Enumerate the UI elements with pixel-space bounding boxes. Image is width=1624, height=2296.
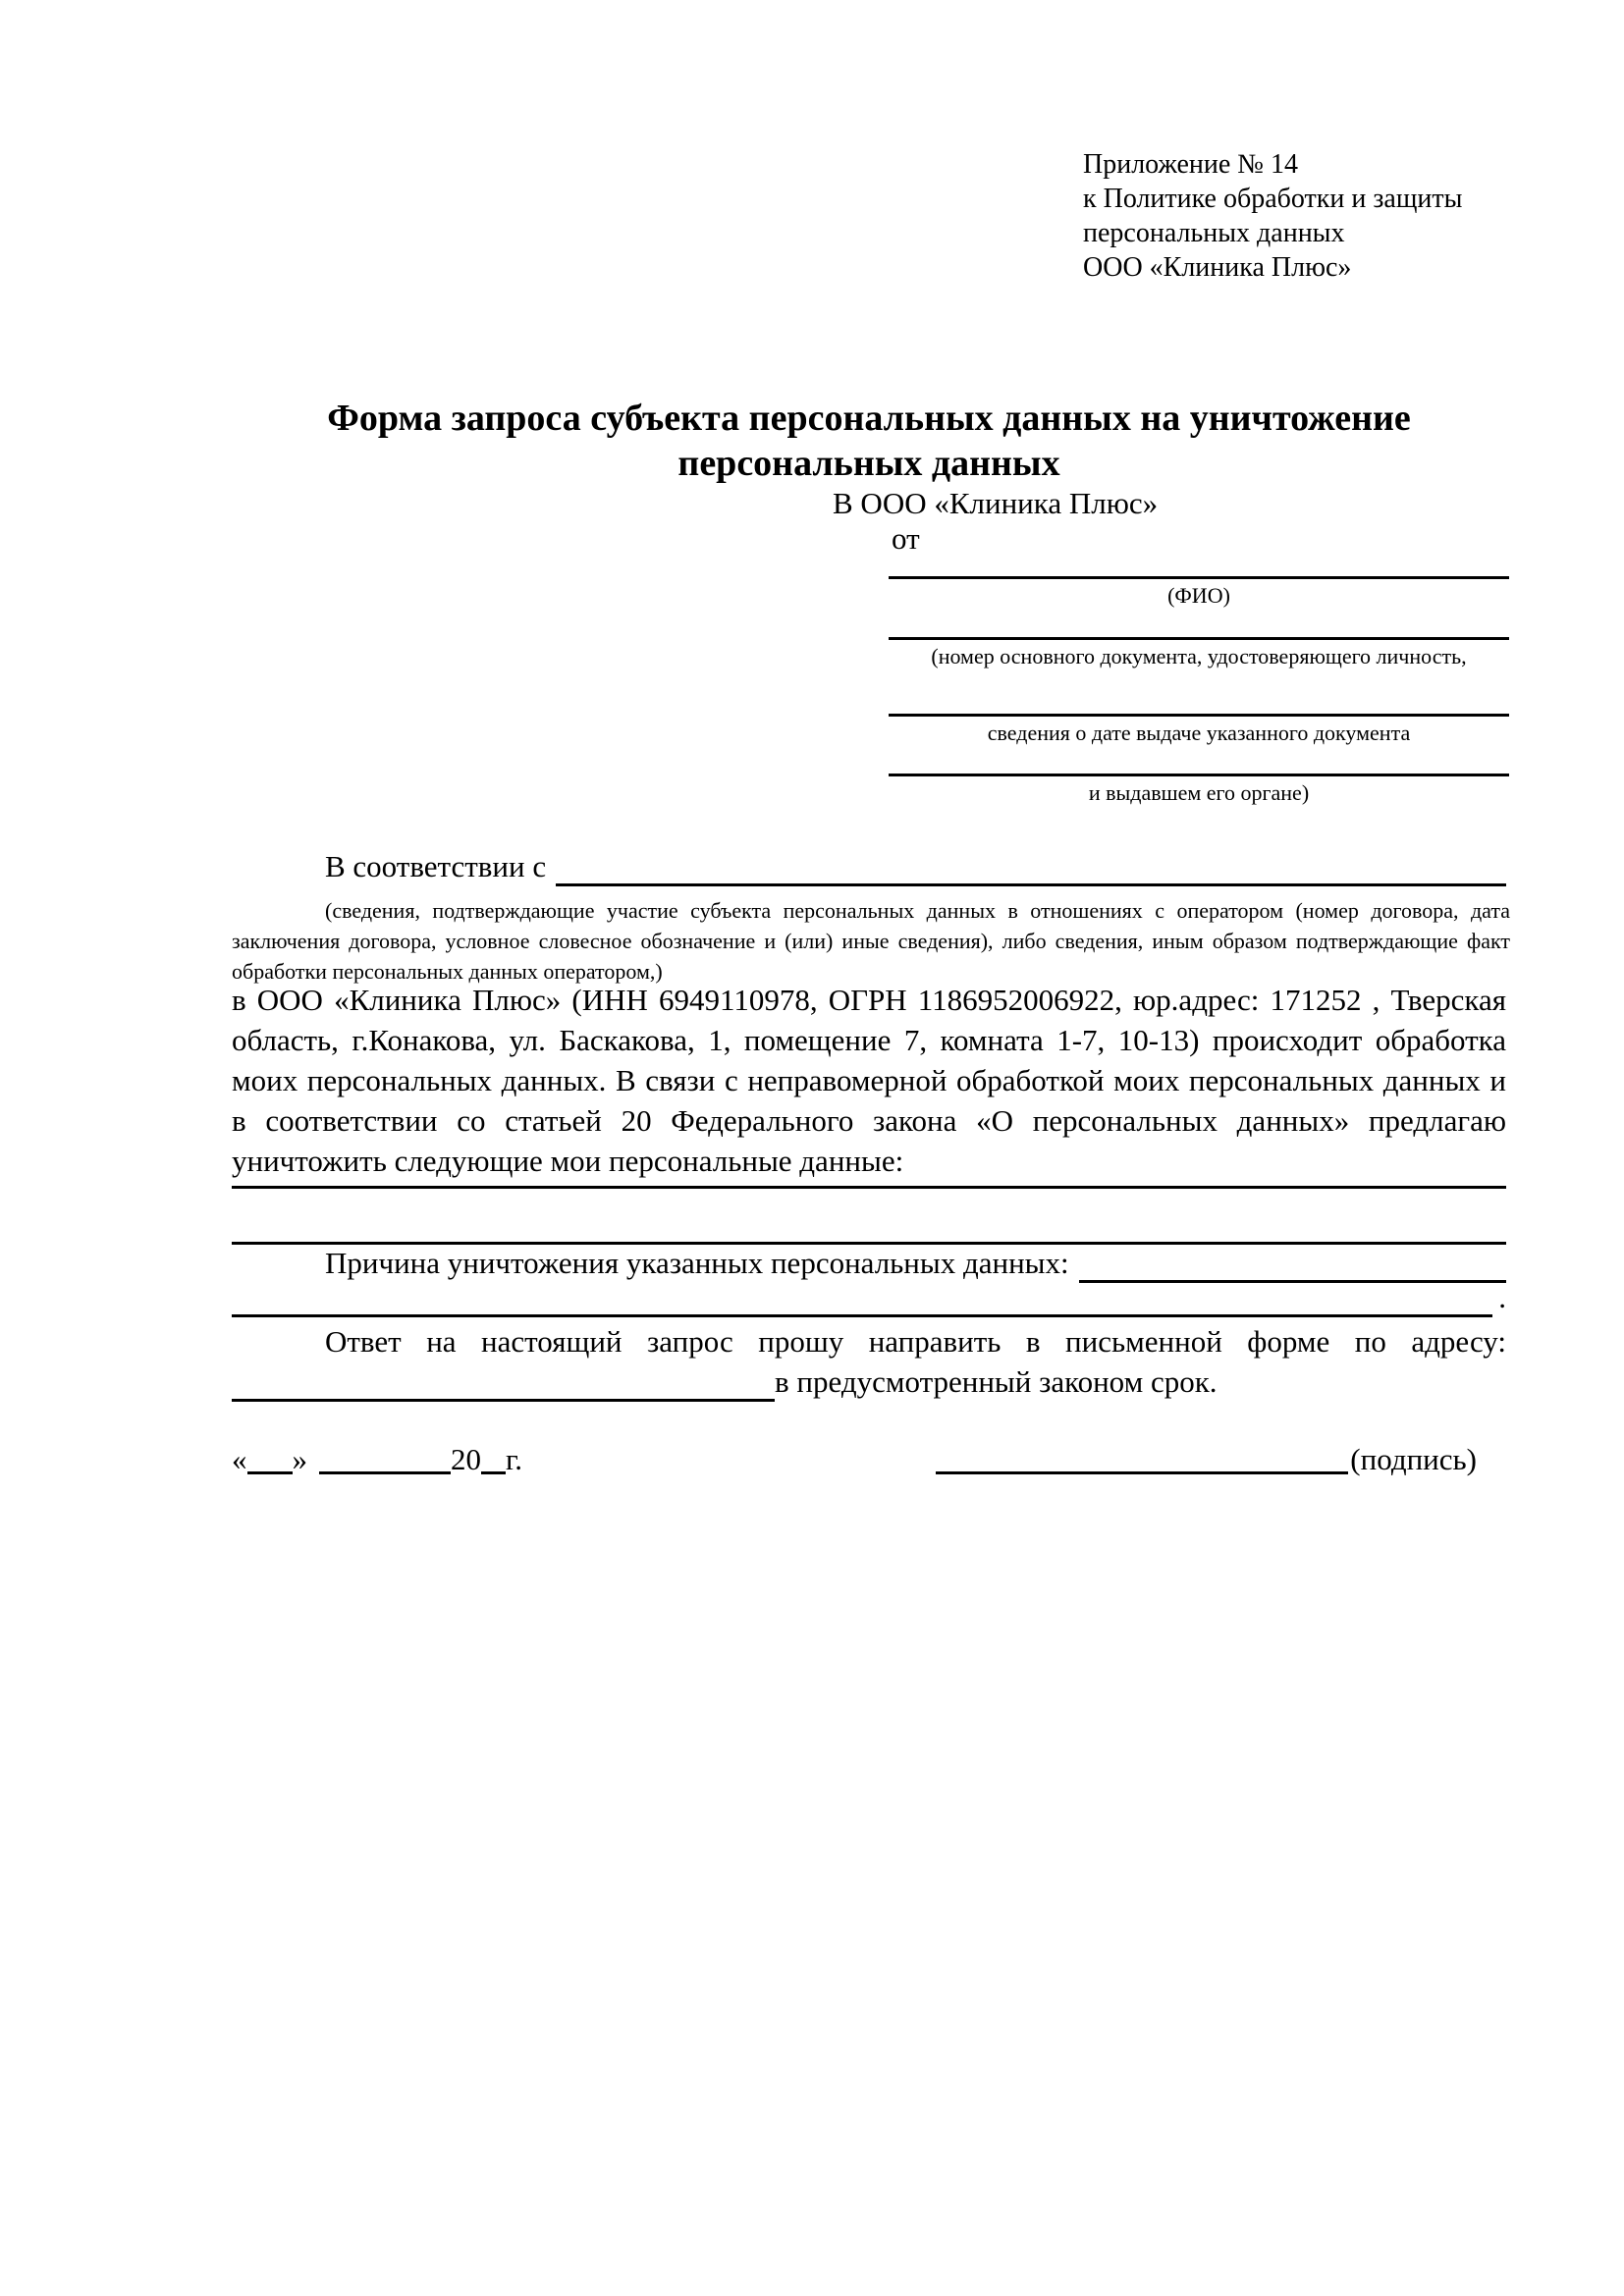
fio-blank-line [889,576,1509,579]
field-fio [889,576,1509,609]
year-suffix: г. [506,1442,522,1476]
reason-blank-line-2 [232,1277,1492,1317]
issuing-authority-blank-line [889,774,1509,776]
signature-group [936,1439,1477,1479]
field-issuing-authority [889,774,1509,806]
appendix-note-line: Приложение № 14 [1083,149,1298,180]
page-title [232,396,1506,486]
date-signature-row [232,1439,1506,1479]
address-blank-line [232,1362,775,1402]
addressee-organization: В ООО «Клиника Плюс» [833,486,1159,520]
signature-blank-line [936,1471,1348,1474]
date-quote-open: « [232,1442,247,1476]
reason-continuation-line [232,1277,1506,1317]
issuing-authority-caption: и выдавшем его органе) [1088,780,1310,805]
issue-date-caption: сведения о дате выдаче указанного документа [987,721,1411,745]
accordance-line [232,846,1506,886]
day-blank-line [247,1471,293,1474]
page-title-line: персональных данных [677,443,1060,484]
fio-caption: (ФИО) [1167,583,1230,608]
field-id-document-number [889,637,1509,669]
issue-date-blank-line [889,714,1509,717]
id-document-blank-line [889,637,1509,640]
month-blank-line [319,1471,451,1474]
reply-lead: Ответ на настоящий запрос прошу направить в письменной форме по адресу: [325,1324,1506,1359]
signature-caption: (подпись) [1350,1442,1477,1476]
accordance-blank-line [556,846,1506,886]
data-blank-line-1 [232,1186,1506,1189]
appendix-note [1083,147,1462,285]
reason-label: Причина уничтожения указанных персональных данных: [325,1246,1069,1280]
reply-address-line [232,1362,1506,1402]
id-document-caption: (номер основного документа, удостоверяющего личность, [931,644,1467,668]
accordance-lead: В соответствии с [325,849,547,883]
appendix-note-line: ООО «Клиника Плюс» [1083,252,1352,283]
year-blank-line [481,1471,506,1474]
appendix-note-line: к Политике обработки и защиты [1083,184,1463,214]
year-prefix: 20 [451,1442,481,1476]
date-quote-close: » [292,1442,307,1476]
from-label: от [892,521,920,556]
sentence-period: . [1498,1280,1506,1314]
page-title-line: Форма запроса субъекта персональных данных на уничтожение [327,398,1411,439]
main-paragraph: в ООО «Клиника Плюс» (ИНН 6949110978, ОГРН 1186952006922, юр.адрес: 171252 , Тверская область, г.Конакова, ул. Баскакова, 1, помещение 7, комната 1-7, 10-13) происходит обработка моих персональных данных. В связи с неправомерной обработкой моих персональных данных и в соответствии со статьей 20 Федерального закона «О персональных данных» предлагаю уничтожить следующие мои персональные данные: [232,983,1506,1178]
appendix-note-line: персональных данных [1083,218,1345,248]
reply-tail: в предусмотренный законом срок. [775,1364,1218,1399]
field-issue-date [889,714,1509,746]
accordance-note: (сведения, подтверждающие участие субъекта персональных данных в отношениях с оператором (номер договора, дата заключения договора, условное словесное обозначение и (или) иные сведения), либо сведения, иным образом подтверждающие факт обработки персональных данных оператором,) [232,898,1510,984]
date-group [232,1439,522,1479]
